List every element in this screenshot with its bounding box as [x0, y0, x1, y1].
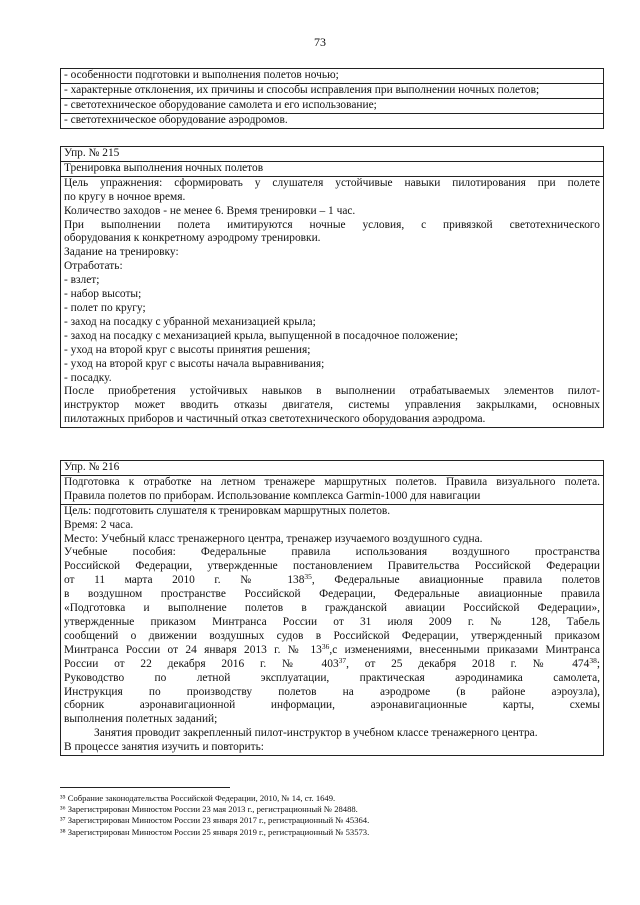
practice-item: - уход на второй круг с высоты начала выравнивания; — [64, 357, 325, 370]
manuals-text: в воздушном пространстве Российской Федерации, Федеральные авиационные правила — [64, 588, 600, 601]
practice-item: - заход на посадку с убранной механизацией крыла; — [64, 315, 316, 328]
practice-item: - посадку. — [64, 371, 112, 384]
exercise-after: После приобретения устойчивых навыков в выполнении отрабатываемых элементов пилот- — [64, 385, 600, 398]
exercise-after: инструктор может вводить отказы двигателя, системы управления закрылками, основных — [64, 399, 600, 412]
topic-item: - особенности подготовки и выполнения полетов ночью; — [64, 69, 339, 81]
exercise-task: Задание на тренировку: — [64, 246, 179, 259]
exercise-body — [61, 505, 603, 755]
footnote: ³⁷ Зарегистрирован Минюстом России 23 января 2017 г., регистрационный № 45364. — [60, 815, 370, 826]
manuals-fragment: от 11 марта 2010 г. № 138 — [64, 574, 305, 587]
manuals-fragment: , от 25 декабря 2018 г. № 474 — [346, 657, 590, 670]
exercise-practice: Отработать: — [64, 260, 123, 273]
topic-item: - характерные отклонения, их причины и способы исправления при выполнении ночных полетов; — [64, 83, 540, 96]
manuals-text: Инструкция по производству полетов на аэродроме (в районе аэроузла), — [64, 685, 600, 698]
exercise-goal-cont: по кругу в ночное время. — [64, 190, 186, 203]
exercise-title-row — [61, 476, 603, 505]
footnote: ³⁵ Собрание законодательства Российской Федерации, 2010, № 14, ст. 1649. — [60, 793, 336, 803]
exercise-simulation-cont: оборудования к конкретному аэродрому тренировки. — [64, 232, 321, 245]
exercise-place: Место: Учебный класс тренажерного центра, тренажер изучаемого воздушного судна. — [64, 532, 483, 545]
manuals-text — [64, 574, 600, 588]
exercise-count: Количество заходов - не менее 6. Время тренировки – 1 час. — [64, 204, 356, 217]
practice-item: - уход на второй круг с высоты принятия решения; — [64, 343, 311, 356]
exercise-title-row — [61, 162, 603, 177]
exercise-simulation: При выполнении полета имитируются ночные условия, с привязкой светотехнического — [64, 218, 600, 231]
exercise-after: пилотажных приборов и частичный отказ светотехнического оборудования аэродрома. — [64, 413, 486, 426]
manuals-text: утвержденные приказом Минтранса России от 31 июля 2009 г. № 128, Табель — [64, 615, 600, 628]
footnote-ref: 35 — [304, 572, 312, 582]
exercise-216-box — [60, 460, 604, 756]
topic-row — [61, 99, 603, 114]
manuals-text: Учебные пособия: Федеральные правила использования воздушного пространства — [64, 546, 600, 559]
manuals-text — [64, 641, 601, 658]
topic-row — [61, 114, 603, 128]
manuals-text — [64, 655, 600, 672]
topic-item: - светотехническое оборудование аэродромов. — [64, 113, 288, 126]
footnote: ³⁶ Зарегистрирован Минюстом России 23 мая 2013 г., регистрационный № 28488. — [60, 804, 358, 815]
exercise-time: Время: 2 часа. — [64, 518, 134, 531]
exercise-number-row — [61, 461, 603, 476]
exercise-215-box — [60, 146, 604, 428]
footnote-ref: 37 — [338, 655, 347, 665]
manuals-text: выполнения полетных заданий; — [64, 713, 218, 726]
topic-item: - светотехническое оборудование самолета и его использование; — [64, 98, 377, 111]
manuals-text: Руководство по летной эксплуатации, практическая аэродинамика самолета, — [64, 671, 600, 684]
manuals-fragment: России от 22 декабря 2016 г. № 403 — [64, 657, 339, 670]
exercise-goal: Цель упражнения: сформировать у слушателя устойчивые навыки пилотирования при полете — [64, 176, 600, 189]
page-number: 73 — [314, 35, 326, 49]
exercise-number-row — [61, 147, 603, 162]
manuals-fragment: , Федеральные авиационные правила полетов — [311, 574, 601, 587]
manuals-text: Российской Федерации, утвержденные постановлением Правительства Российской Федерации — [64, 560, 600, 573]
practice-item: - заход на посадку с механизацией крыла, выпущенной в посадочное положение; — [64, 329, 459, 342]
exercise-number: Упр. № 215 — [64, 147, 120, 159]
study-text: В процессе занятия изучить и повторить: — [64, 741, 264, 754]
footnote-ref: 38 — [589, 655, 597, 665]
footnotes — [60, 793, 602, 838]
manuals-fragment: ; — [596, 657, 600, 670]
practice-item: - полет по кругу; — [64, 301, 146, 314]
exercise-title: Подготовка к отработке на летном тренажере маршрутных полетов. Правила визуального полета. — [64, 475, 600, 488]
topic-row — [61, 84, 603, 99]
night-flight-topics-box — [60, 68, 604, 129]
manuals-fragment: Минтранса России от 24 января 2013 г. № 13 — [64, 643, 322, 656]
exercise-title: Тренировка выполнения ночных полетов — [64, 161, 264, 174]
manuals-fragment: ,с изменениями, внесенными приказами Минтранса — [329, 643, 601, 656]
practice-item: - взлет; — [64, 274, 100, 287]
footnote-ref: 36 — [321, 641, 330, 651]
practice-item: - набор высоты; — [64, 288, 142, 301]
exercise-body — [61, 177, 603, 427]
instructor-text: Занятия проводит закрепленный пилот-инструктор в учебном классе тренажерного центра. — [94, 727, 538, 740]
footnote: ³⁸ Зарегистрирован Минюстом России 25 января 2019 г., регистрационный № 53573. — [60, 826, 370, 837]
exercise-title-cont: Правила полетов по приборам. Использование комплекса Garmin-1000 для навигации — [64, 489, 481, 502]
exercise-goal: Цель: подготовить слушателя к тренировкам маршрутных полетов. — [64, 504, 391, 517]
manuals-text: сообщений о движении воздушных судов в Российской Федерации, утвержденный приказом — [64, 629, 600, 642]
manuals-text: «Подготовка и выполнение полетов в гражданской авиации Российской Федерации», — [64, 602, 600, 615]
exercise-number: Упр. № 216 — [64, 461, 120, 473]
topic-row — [61, 69, 603, 84]
footnote-divider — [60, 787, 230, 788]
manuals-text: сборник аэронавигационной информации, аэронавигационные карты, схемы — [64, 699, 600, 712]
